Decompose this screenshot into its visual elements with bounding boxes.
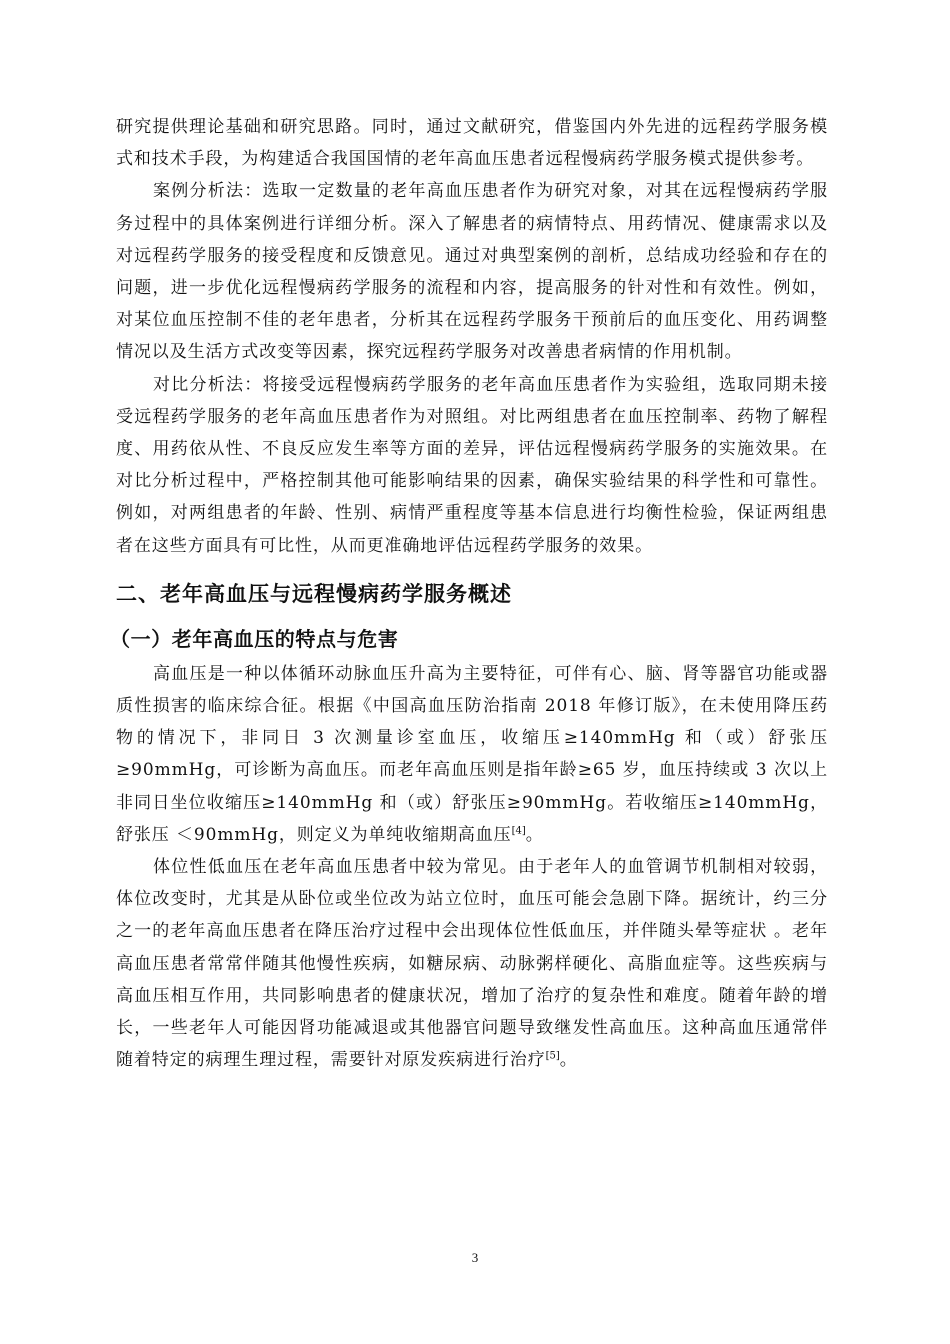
paragraph-text: 高血压是一种以体循环动脉血压升高为主要特征，可伴有心、脑、肾等器官功能或器质性损害的临床综合征。根据《中国高血压防治指南 2018 年修订版》，在未使用降压药物的情况下，非同日 3 次测量诊室血压，收缩压≥140mmHg 和（或）舒张压≥90mmHg，可诊断为高血压。而老年高血压则是指年龄≥65 岁，血压持续或 3 次以上非同日坐位收缩压≥140mmHg 和（或）舒张压≥90mmHg。若收缩压≥140mmHg，舒张压 ＜90mmHg，则定义为单纯收缩期高血压 [116,663,828,845]
page-content [110,111,828,1076]
paragraph-orthostatic-hypotension [116,851,828,1076]
paragraph-comparative-analysis: 对比分析法：将接受远程慢病药学服务的老年高血压患者作为实验组，选取同期未接受远程药学服务的老年高血压患者作为对照组。对比两组患者在血压控制率、药物了解程度、用药依从性、不良反应发生率等方面的差异，评估远程慢病药学服务的实施效果。在对比分析过程中，严格控制其他可能影响结果的因素，确保实验结果的科学性和可靠性。例如，对两组患者的年龄、性别、病情严重程度等基本信息进行均衡性检验，保证两组患者在这些方面具有可比性，从而更准确地评估远程药学服务的效果。 [116,374,828,556]
paragraph-research-basis: 研究提供理论基础和研究思路。同时，通过文献研究，借鉴国内外先进的远程药学服务模式和技术手段，为构建适合我国国情的老年高血压患者远程慢病药学服务模式提供参考。 [116,117,828,170]
paragraph-case-analysis: 案例分析法：选取一定数量的老年高血压患者作为研究对象，对其在远程慢病药学服务过程中的具体案例进行详细分析。深入了解患者的病情特点、用药情况、健康需求以及对远程药学服务的接受程度和反馈意见。通过对典型案例的剖析，总结成功经验和存在的问题，进一步优化远程慢病药学服务的流程和内容，提高服务的针对性和有效性。例如，对某位血压控制不佳的老年患者，分析其在远程药学服务干预前后的血压变化、用药调整情况以及生活方式改变等因素，探究远程药学服务对改善患者病情的作用机制。 [116,181,828,363]
section-heading: 二、老年高血压与远程慢病药学服务概述 [116,581,512,606]
citation-ref: [4] [511,825,526,837]
paragraph-end: 。 [559,1050,578,1071]
citation-ref: [5] [545,1050,560,1062]
paragraph-text: 体位性低血压在老年高血压患者中较为常见。由于老年人的血管调节机制相对较弱，体位改变时，尤其是从卧位或坐位改为站立位时，血压可能会急剧下降。据统计，约三分之一的老年高血压患者在降压治疗过程中会出现体位性低血压，并伴随头晕等症状 。老年高血压患者常常伴随其他慢性疾病，如糖尿病、动脉粥样硬化、高脂血症等。这些疾病与高血压相互作用，共同影响患者的健康状况，增加了治疗的复杂性和难度。随着年龄的增长，一些老年人可能因肾功能减退或其他器官问题导致继发性高血压。这种高血压通常伴随着特定的病理生理过程，需要针对原发疾病进行治疗 [116,857,828,1071]
paragraph-hypertension-definition [116,658,828,851]
page-number: 3 [471,1250,479,1265]
paragraph-end: 。 [525,824,544,845]
subsection-heading: （一）老年高血压的特点与危害 [110,626,399,651]
